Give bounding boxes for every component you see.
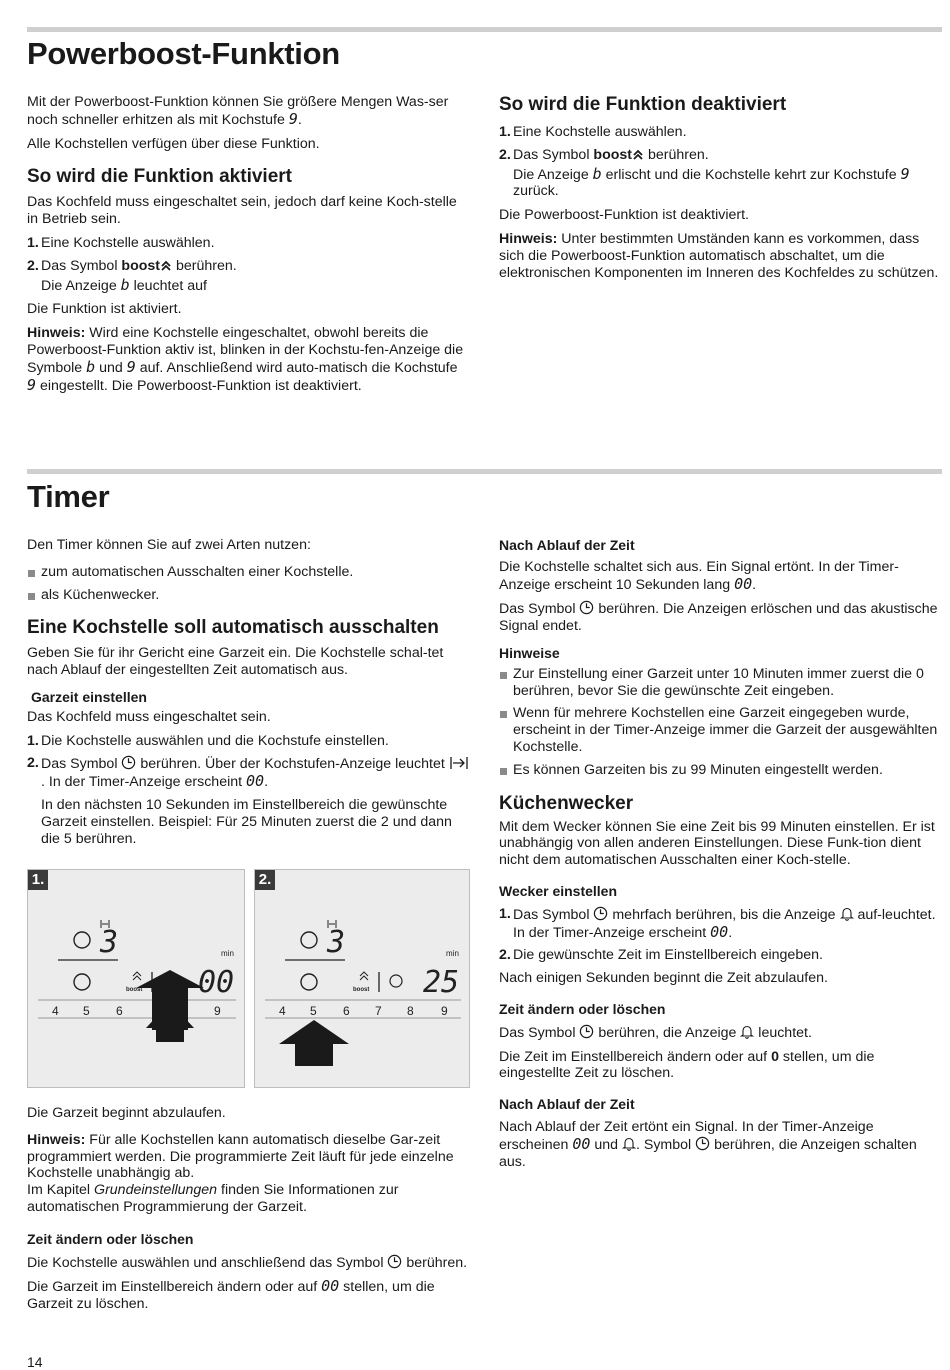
hob-control-panel-2 xyxy=(255,870,471,1089)
activate-heading: So wird die Funktion aktiviert xyxy=(27,166,292,188)
timer-clock-icon xyxy=(387,1254,402,1269)
timer-bullet-1: zum automatischen Ausschalten einer Kochstelle. xyxy=(27,564,470,581)
timer-active-icon xyxy=(449,756,469,770)
boost-chevrons-icon xyxy=(632,149,644,161)
powerboost-title: Powerboost-Funktion xyxy=(27,36,340,71)
deactivate-step-2-sub: Die Anzeige b erlischt und die Kochstelle kehrt zur Kochstufe 9 zurück. xyxy=(513,164,910,200)
chapter-reference: Im Kapitel Grundeinstellungen finden Sie Informationen zur automatischen Programmierung der Garzeit. xyxy=(27,1182,399,1215)
change-time-1: Die Kochstelle auswählen und anschließend das Symbol berühren. xyxy=(27,1254,468,1271)
svg-text:9: 9 xyxy=(214,1004,221,1018)
timer-left-column-bottom xyxy=(27,1105,470,1320)
garzeit-after-figure: Die Garzeit beginnt abzulaufen. xyxy=(27,1105,226,1121)
bell-icon xyxy=(840,906,854,921)
timer-left-column-top xyxy=(27,537,470,853)
zone-select-icon xyxy=(301,932,317,948)
power-icon xyxy=(301,974,317,990)
powerboost-right-column xyxy=(499,94,942,288)
zone-select-icon xyxy=(74,932,90,948)
auto-off-heading: Eine Kochstelle soll automatisch ausschalten xyxy=(27,617,439,639)
after-time-heading: Nach Ablauf der Zeit xyxy=(499,537,635,553)
wecker-change-1: Das Symbol berühren, die Anzeige leuchtet. xyxy=(499,1024,812,1041)
timer-display: 25 xyxy=(423,965,460,1000)
timer-title: Timer xyxy=(27,479,110,514)
page-number: 14 xyxy=(27,1354,43,1370)
kitchen-timer-para: Mit dem Wecker können Sie eine Zeit bis 99 Minuten einstellen. Er ist unabhängig von allen anderen Einstellungen. Diese Funk-tion dient nicht dem automatischen Ausschalten einer Koch-stelle. xyxy=(499,818,935,869)
hob-control-panel-1 xyxy=(28,870,246,1089)
figure-panel-2-tag: 2. xyxy=(255,870,275,890)
wecker-change-heading: Zeit ändern oder löschen xyxy=(499,1000,666,1017)
timer-intro: Den Timer können Sie auf zwei Arten nutzen: xyxy=(27,537,311,553)
section-rule-timer xyxy=(27,469,942,474)
timer-clock-icon xyxy=(695,1136,710,1151)
level-display: 3 xyxy=(327,925,346,960)
wecker-step-2: 2. Die gewünschte Zeit im Einstellbereich eingeben. xyxy=(499,947,823,964)
activate-result: Die Funktion ist aktiviert. xyxy=(27,301,182,318)
hints-heading: Hinweise xyxy=(499,644,560,661)
wecker-end: Nach Ablauf der Zeit ertönt ein Signal. In der Timer-Anzeige erscheinen 00 und . Symbol berühren, die Anzeigen schalten aus. xyxy=(499,1118,917,1170)
garzeit-para: Das Kochfeld muss eingeschaltet sein. xyxy=(27,708,271,725)
powerboost-left-column xyxy=(27,94,470,401)
change-time-2: Die Garzeit im Einstellbereich ändern oder auf 00 stellen, um die Garzeit zu löschen. xyxy=(27,1277,435,1313)
hint-3: Es können Garzeiten bis zu 99 Minuten eingestellt werden. xyxy=(499,762,942,779)
pointer-arrow xyxy=(279,1020,349,1066)
activate-step-1: 1. Eine Kochstelle auswählen. xyxy=(27,234,215,251)
activate-step-2-sub: Die Anzeige b leuchtet auf xyxy=(41,275,208,294)
svg-text:9: 9 xyxy=(441,1004,448,1018)
garzeit-note: Hinweis: Für alle Kochstellen kann automatisch dieselbe Gar-zeit programmiert werden. Die programmierte Zeit läuft für jede einzelne Kochstelle unabhängig ab. xyxy=(27,1131,454,1182)
svg-text:6: 6 xyxy=(116,1004,123,1018)
boost-label: boost xyxy=(126,987,143,993)
after-time-2: Das Symbol berühren. Die Anzeigen erlöschen und das akustische Signal endet. xyxy=(499,601,938,635)
wecker-after-steps: Nach einigen Sekunden beginnt die Zeit abzulaufen. xyxy=(499,970,828,987)
deactivate-note: Hinweis: Unter bestimmten Umständen kann es vorkommen, dass sich die Powerboost-Funktion automatisch abschaltet, um die elektronischen Komponenten im Inneren des Kochfeldes zu schützen. xyxy=(499,230,939,281)
hint-2: Wenn für mehrere Kochstellen eine Garzeit eingegeben wurde, erscheint in der Timer-Anzeige immer die Garzeit der ausgewählten Kochstelle. xyxy=(499,705,942,755)
min-label: min xyxy=(446,949,459,958)
min-label: min xyxy=(221,949,234,958)
svg-text:5: 5 xyxy=(83,1004,90,1018)
boost-symbol: boost xyxy=(121,257,161,274)
timer-clock-icon xyxy=(579,1024,594,1039)
garzeit-step-3: In den nächsten 10 Sekunden im Einstellbereich die gewünschte Garzeit einstellen. Beispiel: Für 25 Minuten zuerst die 2 und dann die 5 berühren. xyxy=(41,796,452,847)
figure-panel-2 xyxy=(254,869,470,1088)
activate-step-2: 2. Das Symbol boost berühren. xyxy=(27,257,237,274)
timer-display: 00 xyxy=(198,965,235,1000)
bell-icon xyxy=(622,1136,636,1151)
level-display: 3 xyxy=(100,925,119,960)
bell-icon xyxy=(740,1024,754,1039)
garzeit-step-2: 2. Das Symbol berühren. Über der Kochstufen-Anzeige leuchtet . In der Timer-Anzeige erscheint 00. xyxy=(27,755,470,791)
after-time-1: Die Kochstelle schaltet sich aus. Ein Signal ertönt. In der Timer-Anzeige erscheint 10 Sekunden lang 00. xyxy=(499,558,899,593)
hint-1: Zur Einstellung einer Garzeit unter 10 Minuten immer zuerst die 0 berühren, bevor Sie die gewünschte Zeit eingeben. xyxy=(499,666,942,700)
timer-clock-icon xyxy=(390,975,402,987)
deactivate-heading: So wird die Funktion deaktiviert xyxy=(499,94,787,115)
deactivate-result: Die Powerboost-Funktion ist deaktiviert. xyxy=(499,207,749,224)
kitchen-timer-heading: Küchenwecker xyxy=(499,792,634,814)
deactivate-step-2: 2. Das Symbol boost berühren. xyxy=(499,146,709,163)
wecker-end-heading: Nach Ablauf der Zeit xyxy=(499,1096,635,1113)
timer-bullet-2: als Küchenwecker. xyxy=(27,587,470,604)
deactivate-step-1: 1. Eine Kochstelle auswählen. xyxy=(499,124,687,140)
wecker-change-2: Die Zeit im Einstellbereich ändern oder auf 0 stellen, um die eingestellte Zeit zu löschen. xyxy=(499,1048,875,1082)
svg-text:5: 5 xyxy=(310,1004,317,1018)
svg-text:4: 4 xyxy=(52,1004,59,1018)
timer-clock-icon xyxy=(121,755,136,770)
powerboost-intro-2: Alle Kochstellen verfügen über diese Funktion. xyxy=(27,135,320,152)
wecker-heading: Wecker einstellen xyxy=(499,882,618,899)
wecker-step-1: 1. Das Symbol mehrfach berühren, bis die Anzeige auf-leuchtet. In der Timer-Anzeige erscheint 00. xyxy=(499,905,936,941)
powerboost-intro-1: Mit der Powerboost-Funktion können Sie größere Mengen Was-ser noch schneller erhitzen als mit Kochstufe 9. xyxy=(27,94,449,128)
figure-panel-1-tag: 1. xyxy=(28,870,48,890)
svg-text:4: 4 xyxy=(279,1004,286,1018)
timer-clock-icon xyxy=(593,906,608,921)
auto-off-para: Geben Sie für ihr Gericht eine Garzeit ein. Die Kochstelle schal-tet nach Ablauf der eingestellten Zeit automatisch aus. xyxy=(27,645,444,679)
section-rule-powerboost xyxy=(27,27,942,32)
svg-text:7: 7 xyxy=(375,1004,382,1018)
timer-right-column xyxy=(499,537,942,1177)
svg-text:8: 8 xyxy=(407,1004,414,1018)
power-icon xyxy=(74,974,90,990)
boost-chevrons-icon xyxy=(160,260,172,272)
activate-note: Hinweis: Wird eine Kochstelle eingeschaltet, obwohl bereits die Powerboost-Funktion aktiv ist, blinken in der Kochstu-fen-Anzeige die Symbole b und 9 auf. Anschließend wird auto-matisch die Kochstufe 9 eingestellt. Die Powerboost-Funktion ist deaktiviert. xyxy=(27,325,464,394)
garzeit-step-1: 1. Die Kochstelle auswählen und die Kochstufe einstellen. xyxy=(27,732,389,749)
boost-label: boost xyxy=(353,987,370,993)
activate-para: Das Kochfeld muss eingeschaltet sein, jedoch darf keine Koch-stelle in Betrieb sein. xyxy=(27,194,457,228)
svg-text:6: 6 xyxy=(343,1004,350,1018)
figure-panel-1 xyxy=(27,869,245,1088)
change-time-heading: Zeit ändern oder löschen xyxy=(27,1230,194,1247)
timer-clock-icon xyxy=(579,600,594,615)
garzeit-heading: Garzeit einstellen xyxy=(31,688,147,705)
